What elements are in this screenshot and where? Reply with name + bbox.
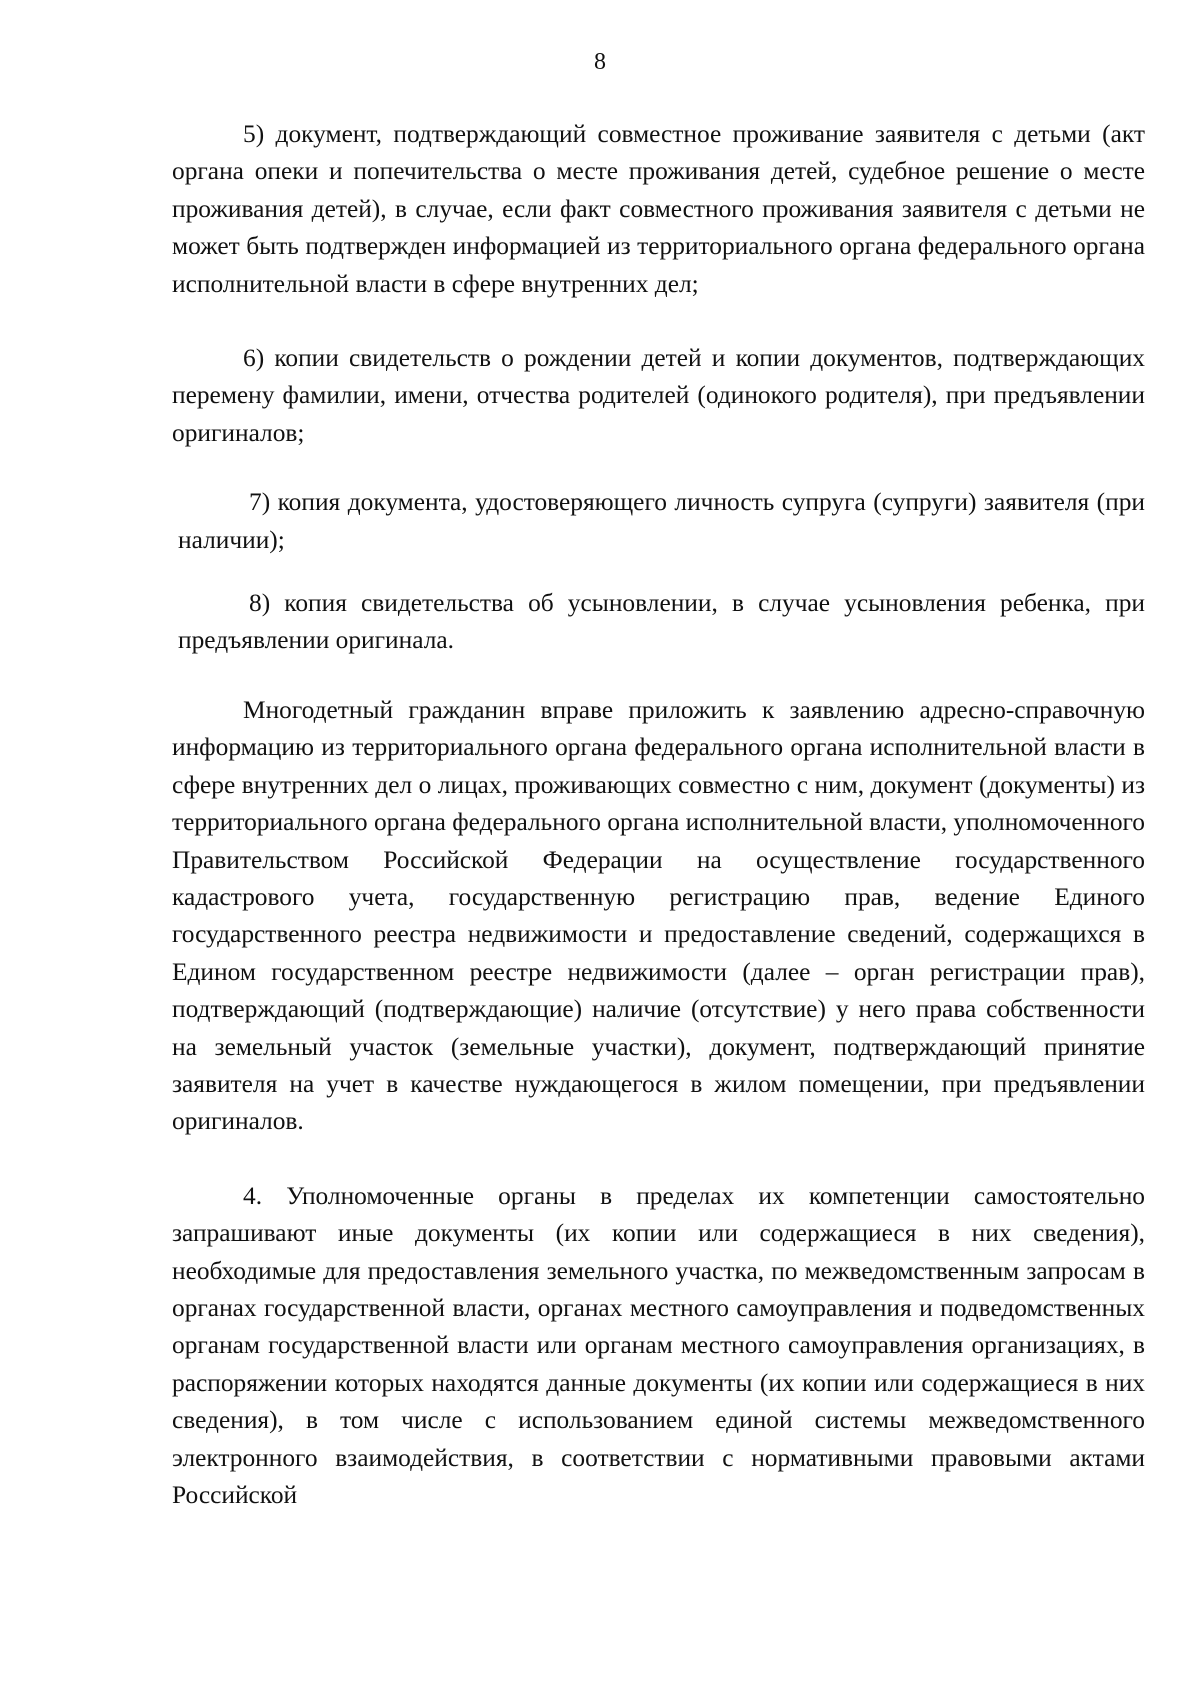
paragraph-item-7: 7) копия документа, удостоверяющего личность супруга (супруги) заявителя (при наличии); <box>178 488 1145 554</box>
document-body <box>172 116 1145 1514</box>
paragraph-section-4: 4. Уполномоченные органы в пределах их компетенции самостоятельно запрашивают иные документы (их копии или содержащиеся в них сведения), необходимые для предоставления земельного участка, по межведомственным запросам в органах государственной власти, органах местного самоуправления и подведомственных органам государственной власти или органам местного самоуправления организациях, в распоряжении которых находятся данные документы (их копии или содержащиеся в них сведения), в том числе с использованием единой системы межведомственного электронного взаимодействия, в соответствии с нормативными правовыми актами Российской <box>172 1181 1145 1509</box>
paragraph-item-5: 5) документ, подтверждающий совместное проживание заявителя с детьми (акт органа опеки и попечительства о месте проживания детей, судебное решение о месте проживания детей), в случае, если факт совместного проживания заявителя с детьми не может быть подтвержден информацией из территориального органа федерального органа исполнительной власти в сфере внутренних дел; <box>172 120 1145 298</box>
paragraph-item-8: 8) копия свидетельства об усыновлении, в случае усыновления ребенка, при предъявлении оригинала. <box>178 589 1145 655</box>
paragraph-large-family-citizen: Многодетный гражданин вправе приложить к заявлению адресно-справочную информацию из территориального органа федерального органа исполнительной власти в сфере внутренних дел о лицах, проживающих совместно с ним, документ (документы) из территориального органа федерального органа исполнительной власти, уполномоченного Правительством Российской Федерации на осуществление государственного кадастрового учета, государственную регистрацию прав, ведение Единого государственного реестра недвижимости и предоставление сведений, содержащихся в Едином государственном реестре недвижимости (далее – орган регистрации прав), подтверждающий (подтверждающие) наличие (отсутствие) у него права собственности на земельный участок (земельные участки), документ, подтверждающий принятие заявителя на учет в качестве нуждающегося в жилом помещении, при предъявлении оригиналов. <box>172 695 1145 1136</box>
paragraph-item-6: 6) копии свидетельств о рождении детей и копии документов, подтверждающих перемену фамилии, имени, отчества родителей (одинокого родителя), при предъявлении оригиналов; <box>172 344 1145 447</box>
page-number: 8 <box>594 49 606 75</box>
